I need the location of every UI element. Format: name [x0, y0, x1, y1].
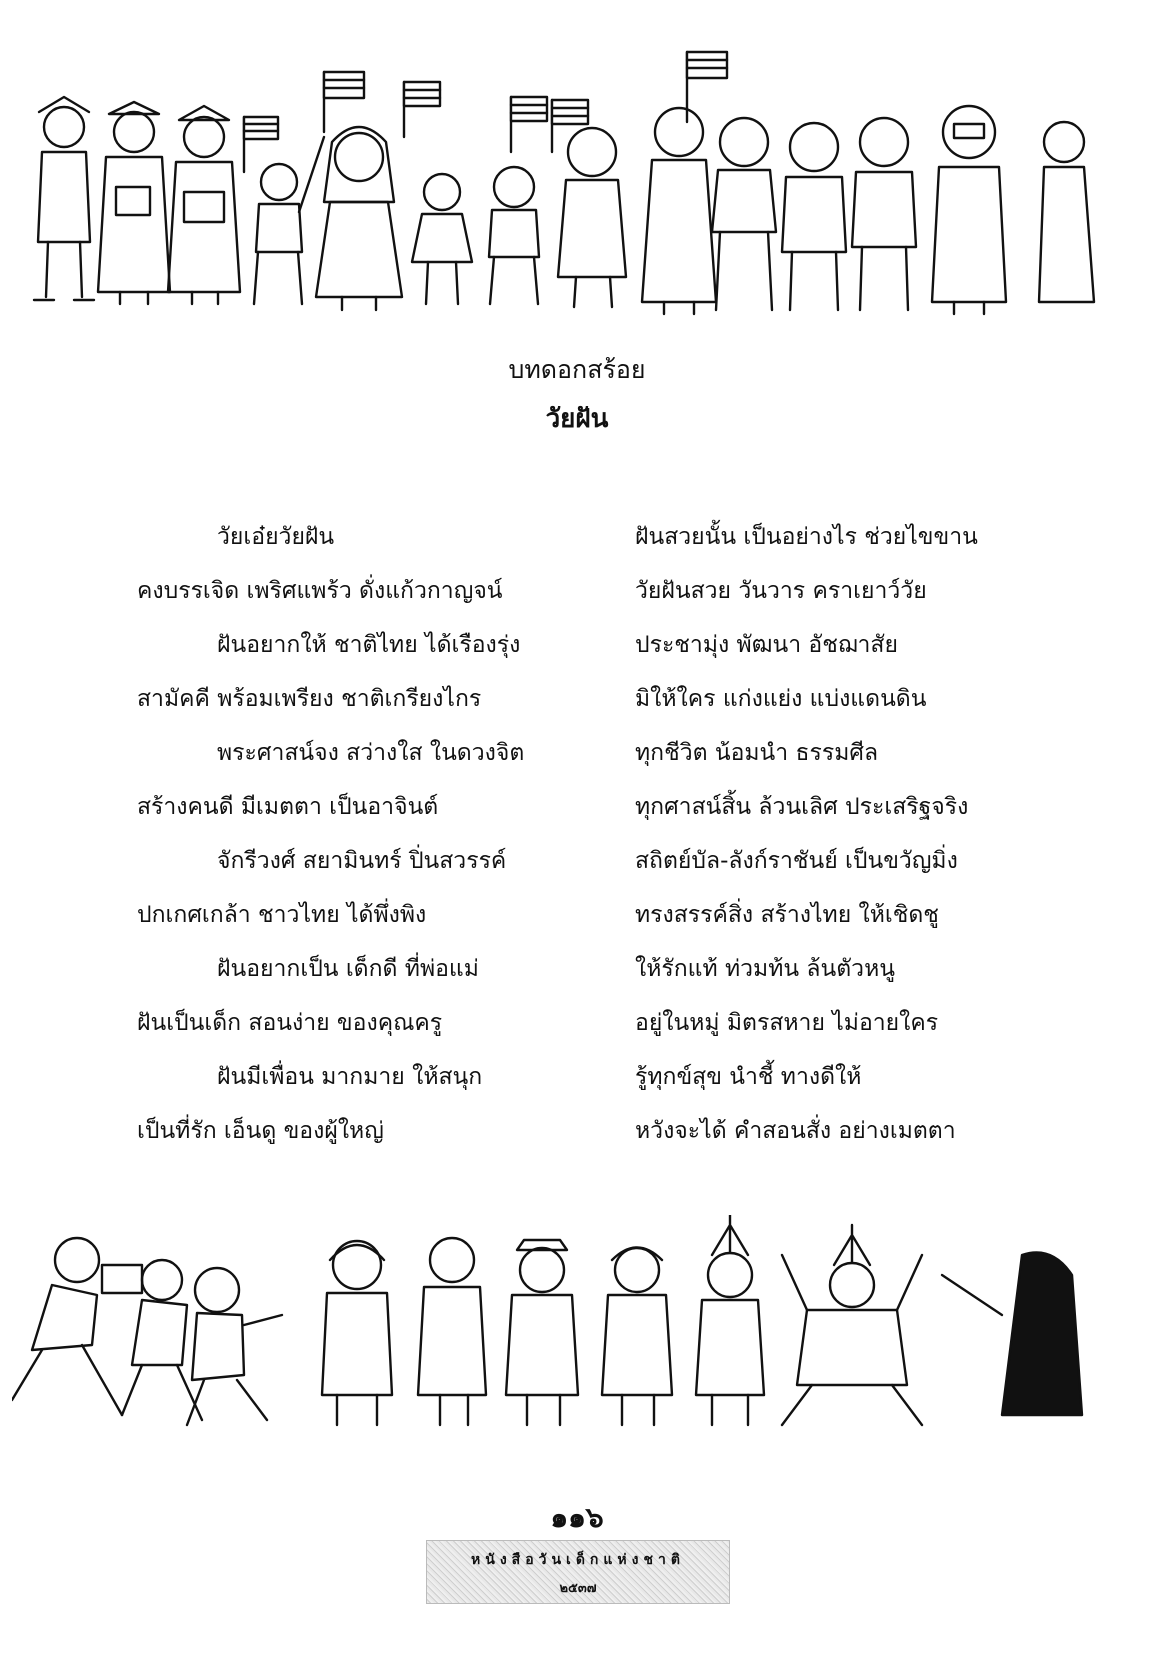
- poem-line: รู้ทุกข์สุข นำชี้ ทางดีให้: [635, 1064, 862, 1090]
- poem-line: มิให้ใคร แก่งแย่ง แบ่งแดนดิน: [635, 686, 927, 712]
- poem-line: ฝันอยากให้ ชาติไทย ได้เรืองรุ่ง: [217, 632, 521, 658]
- poem-left-column: [137, 510, 617, 1158]
- book-title: หนังสือวันเด็กแห่งชาติ: [471, 1552, 685, 1568]
- bottom-crowd-illustration: [12, 1215, 1112, 1440]
- flag-icon: [244, 52, 727, 172]
- poem-line: คงบรรเจิด เพริศแพร้ว ดั่งแก้วกาญจน์: [137, 578, 503, 604]
- poem-line: ฝันมีเพื่อน มากมาย ให้สนุก: [217, 1064, 483, 1090]
- poem-line: เป็นที่รัก เอ็นดู ของผู้ใหญ่: [137, 1118, 384, 1144]
- poem-line: ประชามุ่ง พัฒนา อัชฌาสัย: [635, 632, 898, 658]
- dancer-figures: [696, 1215, 1082, 1425]
- top-crowd-illustration: [24, 42, 1110, 342]
- poem-body: [0, 510, 1154, 1160]
- poem-line: ฝันอยากเป็น เด็กดี ที่พ่อแม่: [217, 956, 479, 982]
- poem-line: จักรีวงศ์ สยามินทร์ ปิ่นสวรรค์: [217, 848, 507, 874]
- poem-line: ฝันเป็นเด็ก สอนง่าย ของคุณครู: [137, 1010, 443, 1036]
- poem-line: สร้างคนดี มีเมตตา เป็นอาจินต์: [137, 794, 439, 820]
- poem-line: สถิตย์บัล-ลังก์ราชันย์ เป็นขวัญมิ่ง: [635, 848, 958, 874]
- poem-line: ให้รักแท้ ท่วมท้น ล้นตัวหนู: [635, 956, 895, 982]
- poem-line: ฝันสวยนั้น เป็นอย่างไร ช่วยไขขาน: [635, 524, 978, 550]
- book-stamp: [426, 1540, 730, 1604]
- poem-line: พระศาสน์จง สว่างใส ในดวงจิต: [217, 740, 525, 766]
- uniformed-figures: [322, 1238, 672, 1425]
- poem-line: ทรงสรรค์สิ่ง สร้างไทย ให้เชิดชู: [635, 902, 939, 928]
- poem-line: วัยเอ๋ยวัยฝัน: [217, 524, 335, 550]
- poem-line: ปกเกศเกล้า ชาวไทย ได้พึ่งพิง: [137, 902, 427, 928]
- poem-line: สามัคคี พร้อมเพรียง ชาติเกรียงไกร: [137, 686, 482, 712]
- crowd-figures: [34, 97, 1094, 314]
- poem-line: หวังจะได้ คำสอนสั่ง อย่างเมตตา: [635, 1118, 956, 1144]
- poem-subtitle: บทดอกสร้อย: [508, 355, 646, 384]
- poem-line: วัยฝันสวย วันวาร คราเยาว์วัย: [635, 578, 927, 604]
- book-year: ๒๕๓๗: [559, 1581, 597, 1596]
- poem-right-column: [635, 510, 1075, 1158]
- reporter-figures: [12, 1238, 282, 1425]
- page-number: ๑๑๖: [550, 1501, 604, 1534]
- poem-line: ทุกชีวิต น้อมนำ ธรรมศีล: [635, 740, 879, 766]
- poem-title: วัยฝัน: [545, 404, 609, 434]
- poem-line: อยู่ในหมู่ มิตรสหาย ไม่อายใคร: [635, 1010, 939, 1036]
- poem-line: ทุกศาสน์สิ้น ล้วนเลิศ ประเสริฐจริง: [635, 794, 969, 820]
